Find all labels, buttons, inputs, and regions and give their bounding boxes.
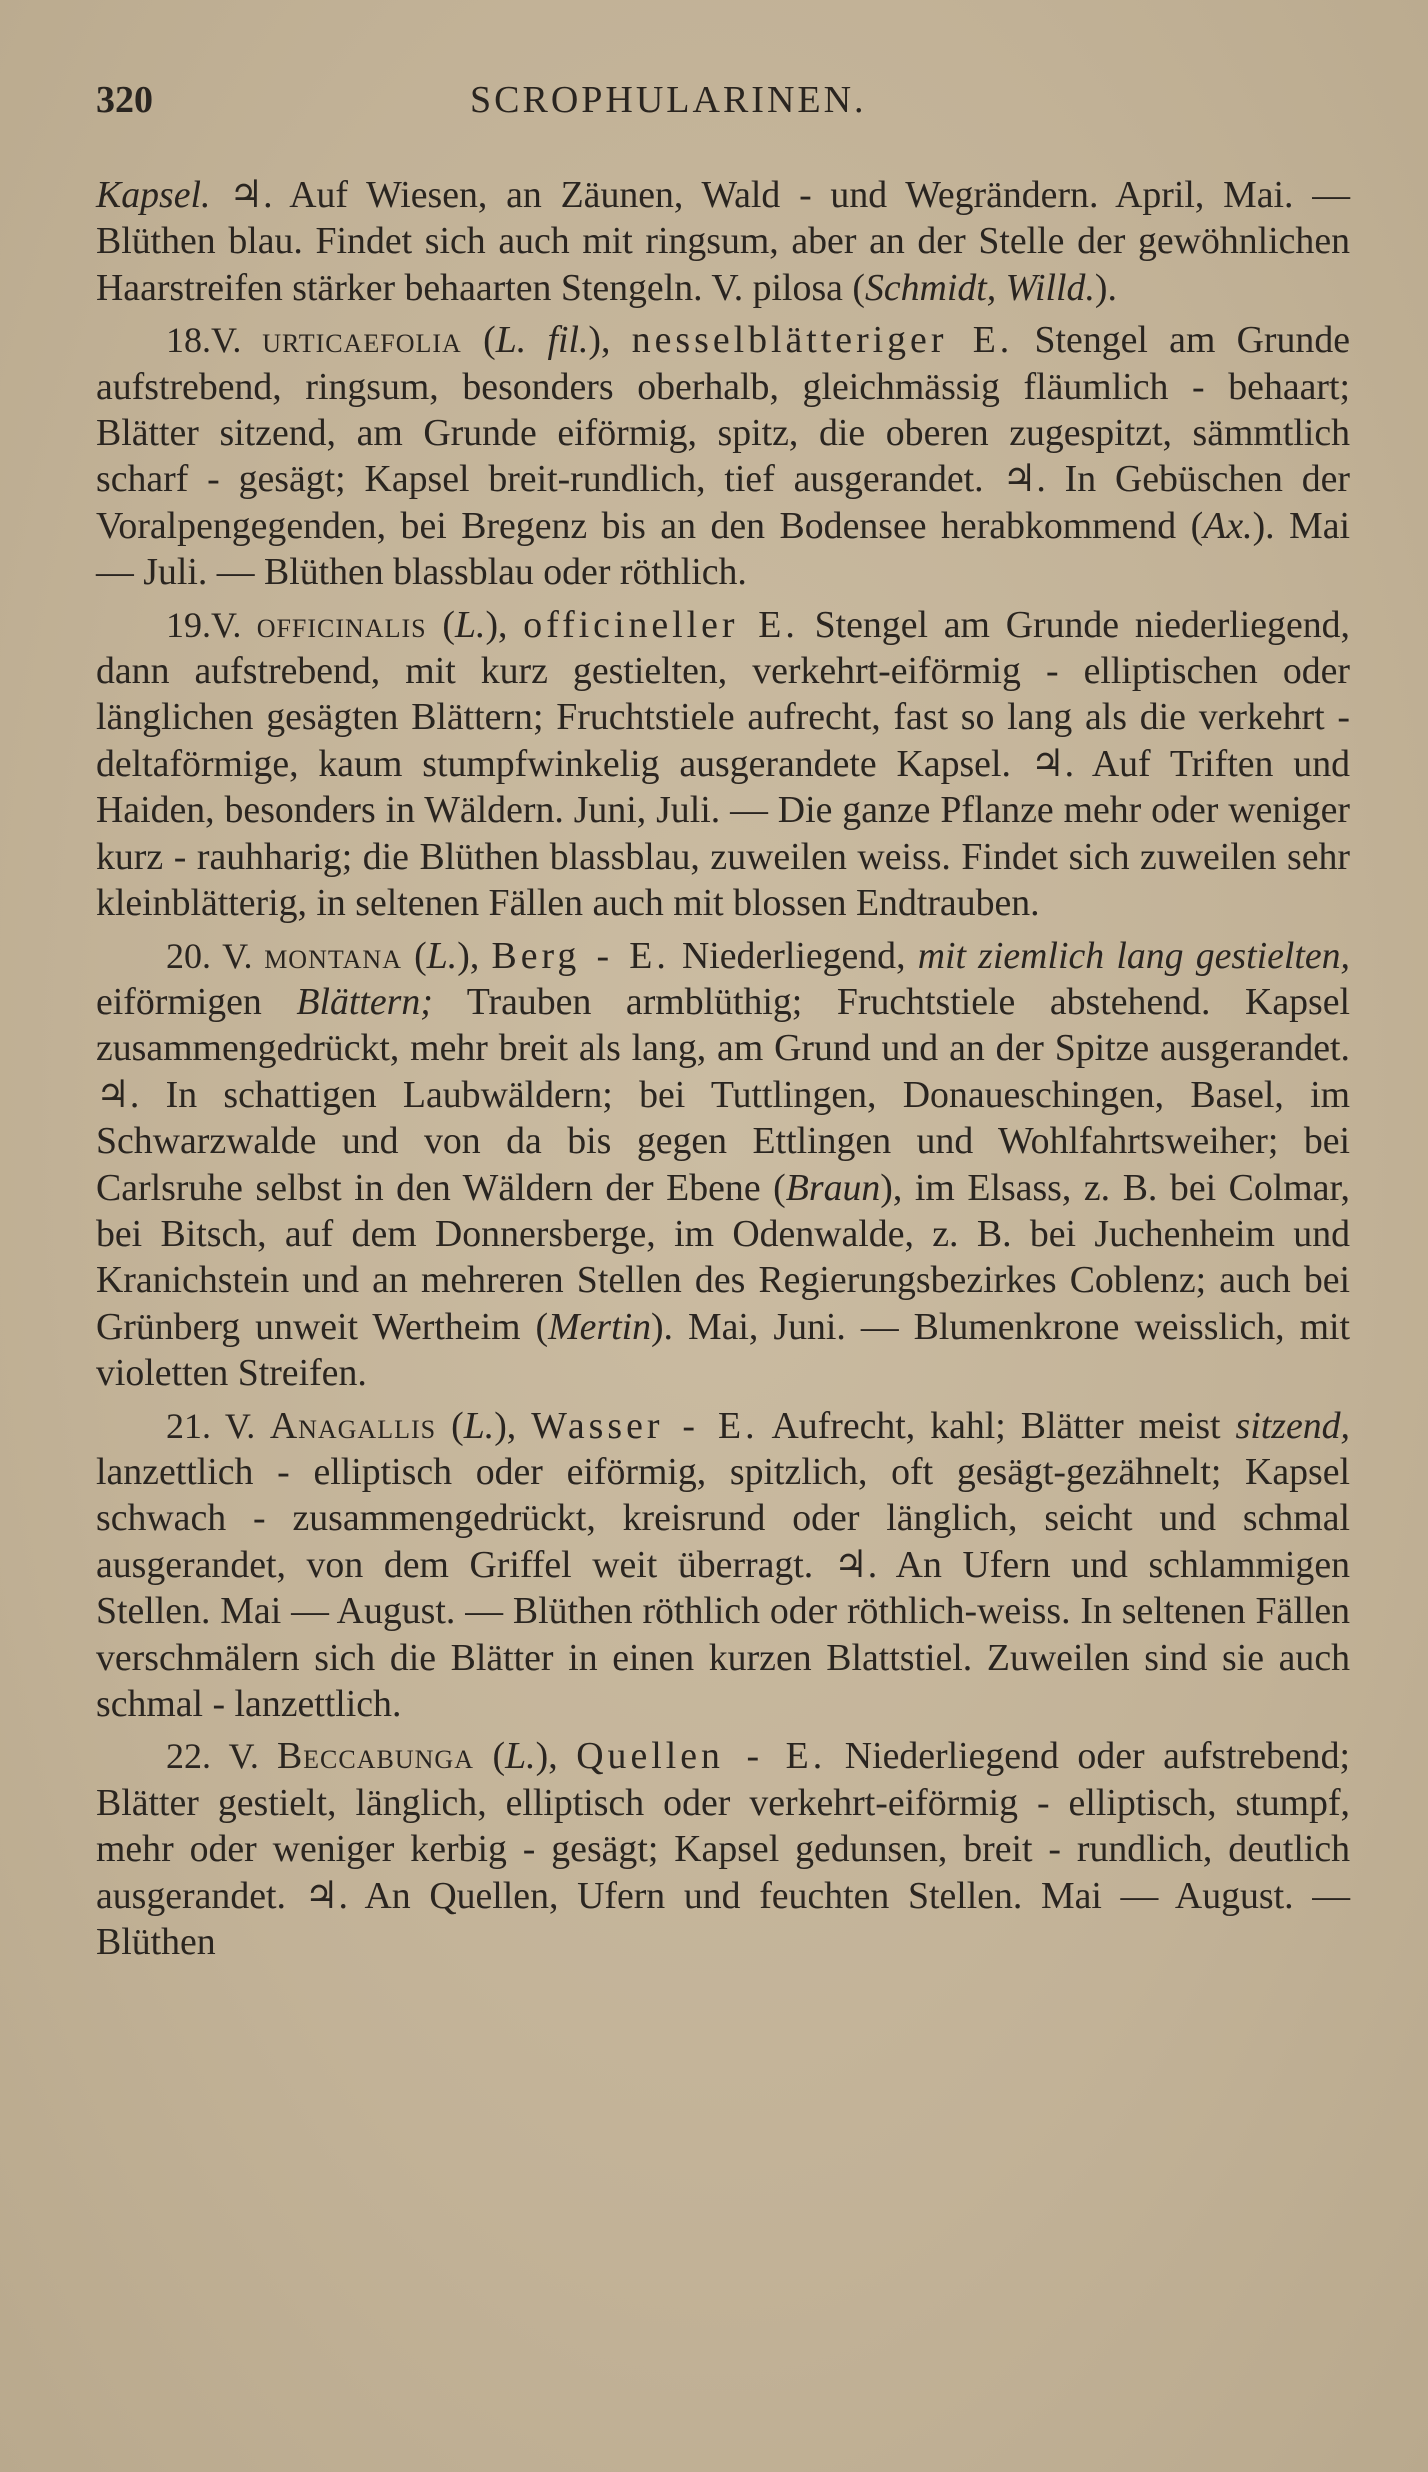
author-citation: L. — [505, 1735, 536, 1778]
paragraph-text: ♃. Auf Wiesen, an Zäunen, Wald - und Wegrändern. April, Mai. — Blüthen blau. Findet sich auch mit ringsum, aber an der Stelle der gewöhnlichen Haarstreifen stärker behaarten Stengeln. V. pilosa ( — [96, 174, 1350, 309]
entry-number: 22. V. — [166, 1736, 277, 1777]
description: Stengel am Grunde niederliegend, dann aufstrebend, mit kurz gestielten, verkehrt-eiförmig - elliptischen oder länglichen gesägten Blättern; Fruchtstiele aufrecht, fast so lang als die verkehrt - deltaförmige, kaum stumpfwinkelig ausgerandete Kapsel. ♃. Auf Triften und Haiden, besonders in Wäldern. Juni, Juli. — Die ganze Pflanze mehr oder weniger kurz - rauhharig; die Blüthen blassblau, zuweilen weiss. Findet sich zuweilen sehr kleinblätterig, in seltenen Fällen auch mit blossen Endtrauben. — [96, 603, 1350, 925]
description: ), im Elsass, z. B. bei Colmar, bei Bitsch, auf dem Donnersberge, im Odenwalde, z. B. bei Juchenheim und Kranichstein und an mehreren Stellen des Regierungsbezirkes Coblenz; auch bei Grünberg unweit Wertheim ( — [96, 1166, 1350, 1348]
species-name: officinalis — [256, 603, 427, 646]
description: Trauben armblüthig; Fruchtstiele abstehend. Kapsel zusammengedrückt, mehr breit als lang, am Grund und an der Spitze ausgerandet. ♃. In schattigen Laubwäldern; bei Tuttlingen, Donaueschingen, Basel, im Schwarzwalde und von da bis gegen Ettlingen und Wohlfahrtsweiher; bei Carlsruhe selbst in den Wäldern der Ebene ( — [96, 980, 1350, 1209]
description: Stengel am Grunde aufstrebend, ringsum, besonders oberhalb, gleichmässig fläumlich - behaart; Blätter sitzend, am Grunde eiförmig, spitz, die oberen zugespitzt, sämmtlich scharf - gesägt; Kapsel breit-rundlich, tief ausgerandet. ♃. In Gebüschen der Voralpengegenden, bei Bregenz bis an den Bodensee herabkommend ( — [96, 319, 1350, 547]
paragraph-text: ). — [1094, 266, 1117, 309]
punct: ( — [461, 319, 496, 362]
entry-number: 21. V. — [166, 1405, 270, 1446]
common-name: Wasser - E. — [531, 1404, 759, 1447]
italic-phrase: Blättern; — [296, 980, 433, 1023]
description: lanzettlich - elliptisch oder eiförmig, spitzlich, oft gesägt-gezähnelt; Kapsel schwach - zusammengedrückt, kreisrund oder länglich, seicht und schmal ausgerandet, von dem Griffel weit überragt. ♃. An Ufern und schlammigen Stellen. Mai — August. — Blüthen röthlich oder röthlich-weiss. In seltenen Fällen verschmälern sich die Blätter in einen kurzen Blattstiel. Zuweilen sind sie auch schmal - lanzettlich. — [96, 1450, 1350, 1725]
running-title: SCROPHULARINEN. — [470, 79, 867, 121]
punct: ( — [426, 603, 455, 646]
punct: ), — [588, 319, 632, 362]
author-citation: Ax. — [1203, 504, 1253, 547]
common-name: Berg - E. — [491, 934, 670, 977]
species-name: Beccabunga — [276, 1735, 474, 1778]
italic-phrase: sitzend, — [1235, 1404, 1350, 1447]
punct: ), — [457, 934, 492, 977]
paragraph-continuation — [96, 172, 1350, 311]
author-citation: L. — [463, 1404, 495, 1447]
body-text — [96, 172, 1350, 1965]
punct: ( — [402, 934, 427, 977]
punct: ( — [436, 1404, 464, 1447]
punct: ( — [473, 1735, 506, 1778]
species-entry-22 — [96, 1733, 1350, 1965]
species-name: montana — [264, 934, 402, 977]
author-citation: Schmidt, Willd. — [864, 266, 1095, 309]
author-citation: Braun — [785, 1166, 881, 1209]
common-name: Quellen - E. — [576, 1735, 827, 1778]
species-entry-19 — [96, 602, 1350, 927]
description: ). Mai, Juni. — Blumenkrone weisslich, mit violetten Streifen. — [96, 1305, 1350, 1395]
common-name: nesselblätteriger E. — [631, 319, 1014, 362]
species-entry-21 — [96, 1403, 1350, 1728]
italic-term: Kapsel. — [96, 174, 211, 216]
description: Niederliegend oder aufstrebend; Blätter gestielt, länglich, elliptisch oder verkehrt-eiförmig - elliptisch, stumpf, mehr oder weniger kerbig - gesägt; Kapsel gedunsen, breit - rundlich, deutlich ausgerandet. ♃. An Quellen, Ufern und feuchten Stellen. Mai — August. — Blüthen — [96, 1735, 1350, 1964]
description: Aufrecht, kahl; Blätter meist — [758, 1404, 1236, 1447]
species-name: Anagallis — [269, 1404, 437, 1447]
common-name: officineller E. — [523, 603, 799, 646]
author-citation: Mertin — [548, 1305, 651, 1348]
punct: ), — [485, 603, 524, 646]
description: eiförmigen — [96, 980, 297, 1023]
description: Niederliegend, — [669, 934, 918, 977]
italic-phrase: mit ziemlich lang gestielten, — [917, 934, 1350, 977]
description: ). Mai — Juli. — Blüthen blassblau oder röthlich. — [96, 504, 1350, 594]
punct: ), — [535, 1735, 577, 1778]
author-citation: L. — [454, 603, 486, 646]
entry-number: 20. V. — [166, 935, 265, 976]
entry-number: 18.V. — [166, 320, 263, 361]
author-citation: L. fil. — [495, 319, 589, 362]
page-header — [96, 78, 966, 134]
species-entry-20 — [96, 933, 1350, 1397]
punct: ), — [494, 1404, 532, 1447]
species-name: urticaefolia — [262, 319, 462, 362]
author-citation: L. — [426, 934, 458, 977]
page-number: 320 — [96, 79, 153, 121]
entry-number: 19.V. — [166, 604, 257, 645]
species-entry-18 — [96, 317, 1350, 595]
